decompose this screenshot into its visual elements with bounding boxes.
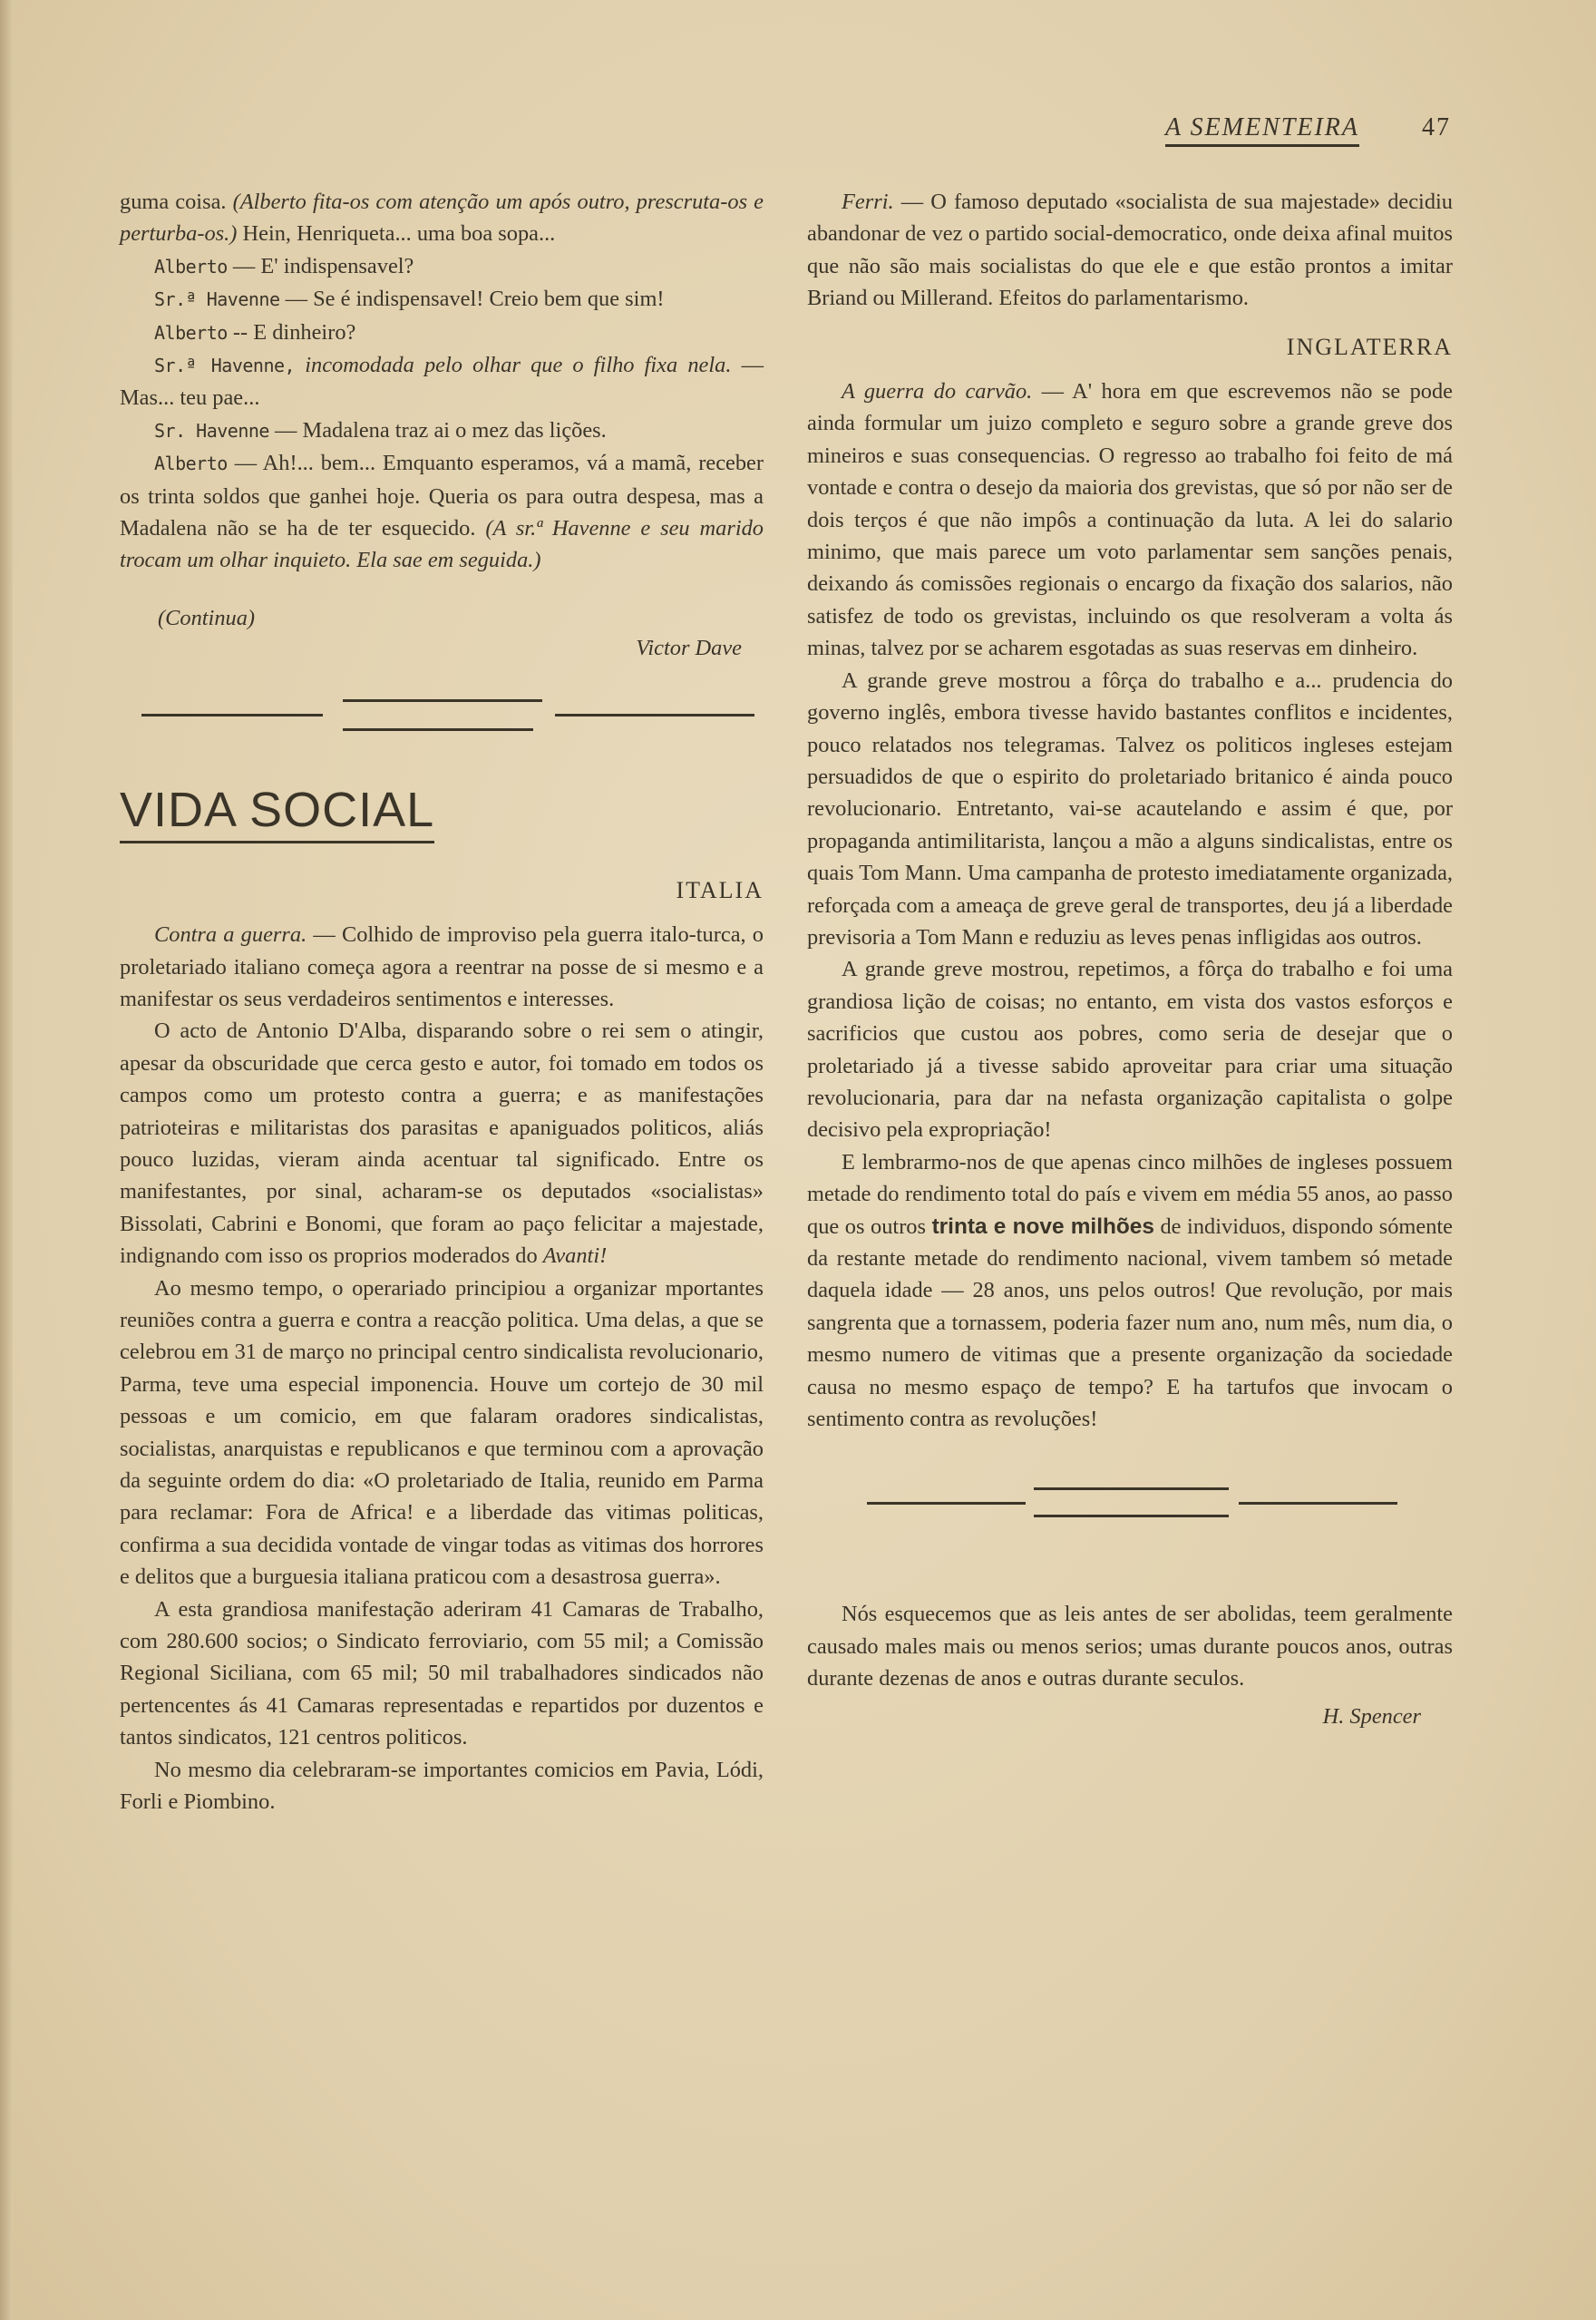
- divider-line: [343, 728, 533, 731]
- paragraph: [120, 1015, 764, 1272]
- left-column: [120, 186, 764, 1818]
- page-spine: [0, 0, 13, 2320]
- dialogue-text: — Mas... teu pae...: [120, 353, 764, 411]
- paragraph: Ao mesmo tempo, o operariado principiou a organizar mportantes reuniões contra a guerra e contra a reacção politica. Uma delas, a que se celebrou em 31 de março no principal centro sindicalista revolucionario, Parma, teve uma especial imponencia. Houve um cortejo de 30 mil pessoas e um comicio, em que falaram oradores sindicalistas, socialistas, anarquistas e republicanos e que terminou com a aprovação da seguinte ordem do dia: «O proletariado de Italia, reunido em Parma para reclamar: Fora de Africa! e a liberdade das vitimas politicas, confirma a sua decidida vontade de vingar todas as vitimas dos horrores e delitos que a burguesia italiana praticou com a desastrosa guerra».: [120, 1275, 764, 1590]
- paragraph-text: E lembrarmo-nos de que apenas cinco milhões de ingleses possuem metade do rendimento total do país e vivem em média 55 anos, ao passo que os outros: [807, 1149, 1453, 1239]
- paragraph-text: de individuos, dispondo sómente da restante metade do rendimento nacional, vivem tambem só metade daquela idade — 28 anos, uns pelos outros! Que revolução, por mais sangrenta que a tornassem, poderia fazer num ano, num mês, num dia, o mesmo numero de vitimas que a presente organização da sociedade causa no mesmo espaço de tempo? E ha tartufos que invocam o sentimento contra as revoluções!: [807, 1214, 1453, 1432]
- speaker-name: Sr.ª Havenne: [154, 288, 280, 311]
- speaker-name: Sr.ª Havenne,: [154, 355, 296, 377]
- dialogue-line: [120, 447, 764, 577]
- paragraph-title: A guerra do carvão.: [842, 379, 1033, 405]
- page-number: 47: [1422, 113, 1451, 141]
- dialogue-text: guma coisa.: [120, 190, 233, 214]
- section-divider: [807, 1471, 1453, 1544]
- divider-line: [867, 1502, 1026, 1505]
- emphasis-text: trinta e nove milhões: [931, 1214, 1154, 1239]
- paragraph-title: Contra a guerra.: [154, 922, 307, 948]
- speaker-name: Alberto: [154, 453, 228, 475]
- dialogue-line: [120, 186, 764, 250]
- dialogue-text: — Madalena traz ai o mez das lições.: [268, 417, 607, 443]
- epigraph-quote: Nós esquecemos que as leis antes de ser abolidas, teem geralmente causado males mais ou menos serios; umas durante poucos anos, outras durante dezenas de anos e outras durante seculos.: [807, 1602, 1453, 1691]
- article-author: Victor Dave: [636, 636, 742, 661]
- dialogue-text: Hein, Henriqueta... uma boa sopa...: [237, 221, 556, 247]
- paragraph: No mesmo dia celebraram-se importantes comicios em Pavia, Lódi, Forli e Piombino.: [120, 1757, 764, 1815]
- dialogue-line: [120, 283, 764, 316]
- speaker-name: Alberto: [154, 321, 228, 344]
- speaker-name: Alberto: [154, 255, 228, 278]
- paragraph-text: — Colhido de improviso pela guerra italo-turca, o proletariado italiano começa agora a reentrar na posse de si mesmo e a manifestar os seus verdadeiros sentimentos e interesses.: [120, 922, 764, 1011]
- divider-line: [555, 714, 754, 716]
- section-title: VIDA SOCIAL: [120, 781, 434, 843]
- paragraph: [807, 1146, 1453, 1436]
- paragraph-text: O acto de Antonio D'Alba, disparando sobre o rei sem o atingir, apesar da obscuridade que cerca gesto e autor, foi tomado em todos os campos como um protesto contra a guerra; e as manifestações patrioteiras e militaristas dos parasitas e apaniguados politicos, aliás pouco luzidas, vieram ainda acentuar tal significado. Entre os manifestantes, por sinal, acharam-se os deputados «socialistas» Bissolati, Cabrini e Bonomi, que foram ao paço felicitar a majestade, indignando com isso os proprios moderados do: [120, 1019, 764, 1269]
- page-header: [1165, 113, 1451, 147]
- stage-direction: incomodada pelo olhar que o filho fixa nela.: [295, 353, 732, 378]
- dialogue-line: [120, 317, 764, 349]
- dialogue-text: -- E dinheiro?: [227, 319, 356, 345]
- paragraph-title: Ferri.: [842, 190, 894, 214]
- dialogue-line: [120, 349, 764, 414]
- paragraph: [807, 186, 1453, 315]
- paragraph: A esta grandiosa manifestação aderiram 41 Camaras de Trabalho, com 280.600 socios; o Sindicato ferroviario, com 55 mil; a Comissão Regional Siciliana, com 65 mil; 50 mil trabalhadores sindicados não pertencentes ás 41 Camaras representadas e repartidos por duzentos e tantos sindicatos, 121 centros politicos.: [120, 1596, 764, 1750]
- section-divider: [120, 683, 764, 755]
- paragraph: A grande greve mostrou a fôrça do trabalho e a... prudencia do governo inglês, embora tivesse havido bastantes conflitos e incidentes, pouco relatados nos telegramas. Talvez os politicos ingleses estejam persuadidos de que o espirito do proletariado britanico é ainda pouco revolucionario. Entretanto, vai-se acautelando e assim é que, por propaganda antimilitarista, lançou a mão a alguns sindicalistas, entre os quais Tom Mann. Uma campanha de protesto imediatamente organizada, reforçada com a ameaça de greve geral de transportes, deu já a liberdade previsoria a Tom Mann e reduziu as leves penas infligidas aos outros.: [807, 668, 1453, 950]
- dialogue-text: — E' indispensavel?: [227, 253, 414, 278]
- divider-line: [1034, 1487, 1229, 1490]
- divider-line: [1034, 1515, 1229, 1517]
- dialogue-text: — Se é indispensavel! Creio bem que sim!: [279, 287, 665, 312]
- divider-line: [141, 714, 323, 716]
- paragraph: [807, 375, 1453, 665]
- paragraph-text: — A' hora em que escrevemos não se pode ainda formular um juizo completo e seguro sobre a grande greve dos mineiros e suas consequencias. O regresso ao trabalho foi feito de má vontade e contra o desejo da maioria dos grevistas, que só por não ser de dois terços é que não impôs a continuação da luta. A lei do salario minimo, que mais parece um voto parlamentar sem sanções penais, deixando ás comissões regionais o encargo da fixação dos salarios, não satisfez de todo os grevistas, incluindo os que resolveram a volta ás minas, talvez por se acharem esgotadas as suas reservas em dinheiro.: [807, 379, 1453, 661]
- paragraph: [120, 919, 764, 1015]
- paragraph: A grande greve mostrou, repetimos, a fôrça do trabalho e foi uma grandiosa lição de coisas; no entanto, em vista dos vastos esforços e sacrificios que custou aos pobres, como seria de desejar que o proletariado já a tivesse sabido aproveitar para criar uma situação revolucionaria, para dar na nefasta organização capitalista o golpe decisivo pela expropriação!: [807, 957, 1453, 1143]
- country-heading: ITALIA: [676, 876, 764, 903]
- newspaper-name: Avanti!: [542, 1243, 608, 1269]
- stage-direction: (A sr.ª Havenne e seu marido trocam um olhar inquieto. Ela sae em seguida.): [120, 516, 764, 573]
- dialogue-line: [120, 250, 764, 283]
- dialogue-text: — Ah!... bem... Emquanto esperamos, vá a mamã, receber os trinta soldos que ganhei hoje. Queria os para outra despesa, mas a Madalena não se ha de ter esquecido.: [120, 451, 764, 541]
- divider-line: [1239, 1502, 1397, 1505]
- dialogue-line: [120, 414, 764, 447]
- continued-note: (Continua): [158, 605, 256, 630]
- right-column: [807, 186, 1453, 1732]
- stage-direction: (Alberto fita-os com atenção um após outro, prescruta-os e perturba-os.): [120, 190, 764, 247]
- speaker-name: Sr. Havenne: [154, 419, 269, 442]
- country-heading: INGLATERRA: [1286, 333, 1453, 360]
- divider-line: [343, 699, 542, 702]
- journal-title: A SEMENTEIRA: [1165, 113, 1359, 147]
- quote-author: H. Spencer: [1322, 1703, 1421, 1729]
- paragraph-text: — O famoso deputado «socialista de sua majestade» decidiu abandonar de vez o partido social-democratico, onde deixa afinal muitos que não são mais socialistas do que ele e que estão prontos a imitar Briand ou Millerand. Efeitos do parlamentarismo.: [807, 190, 1453, 311]
